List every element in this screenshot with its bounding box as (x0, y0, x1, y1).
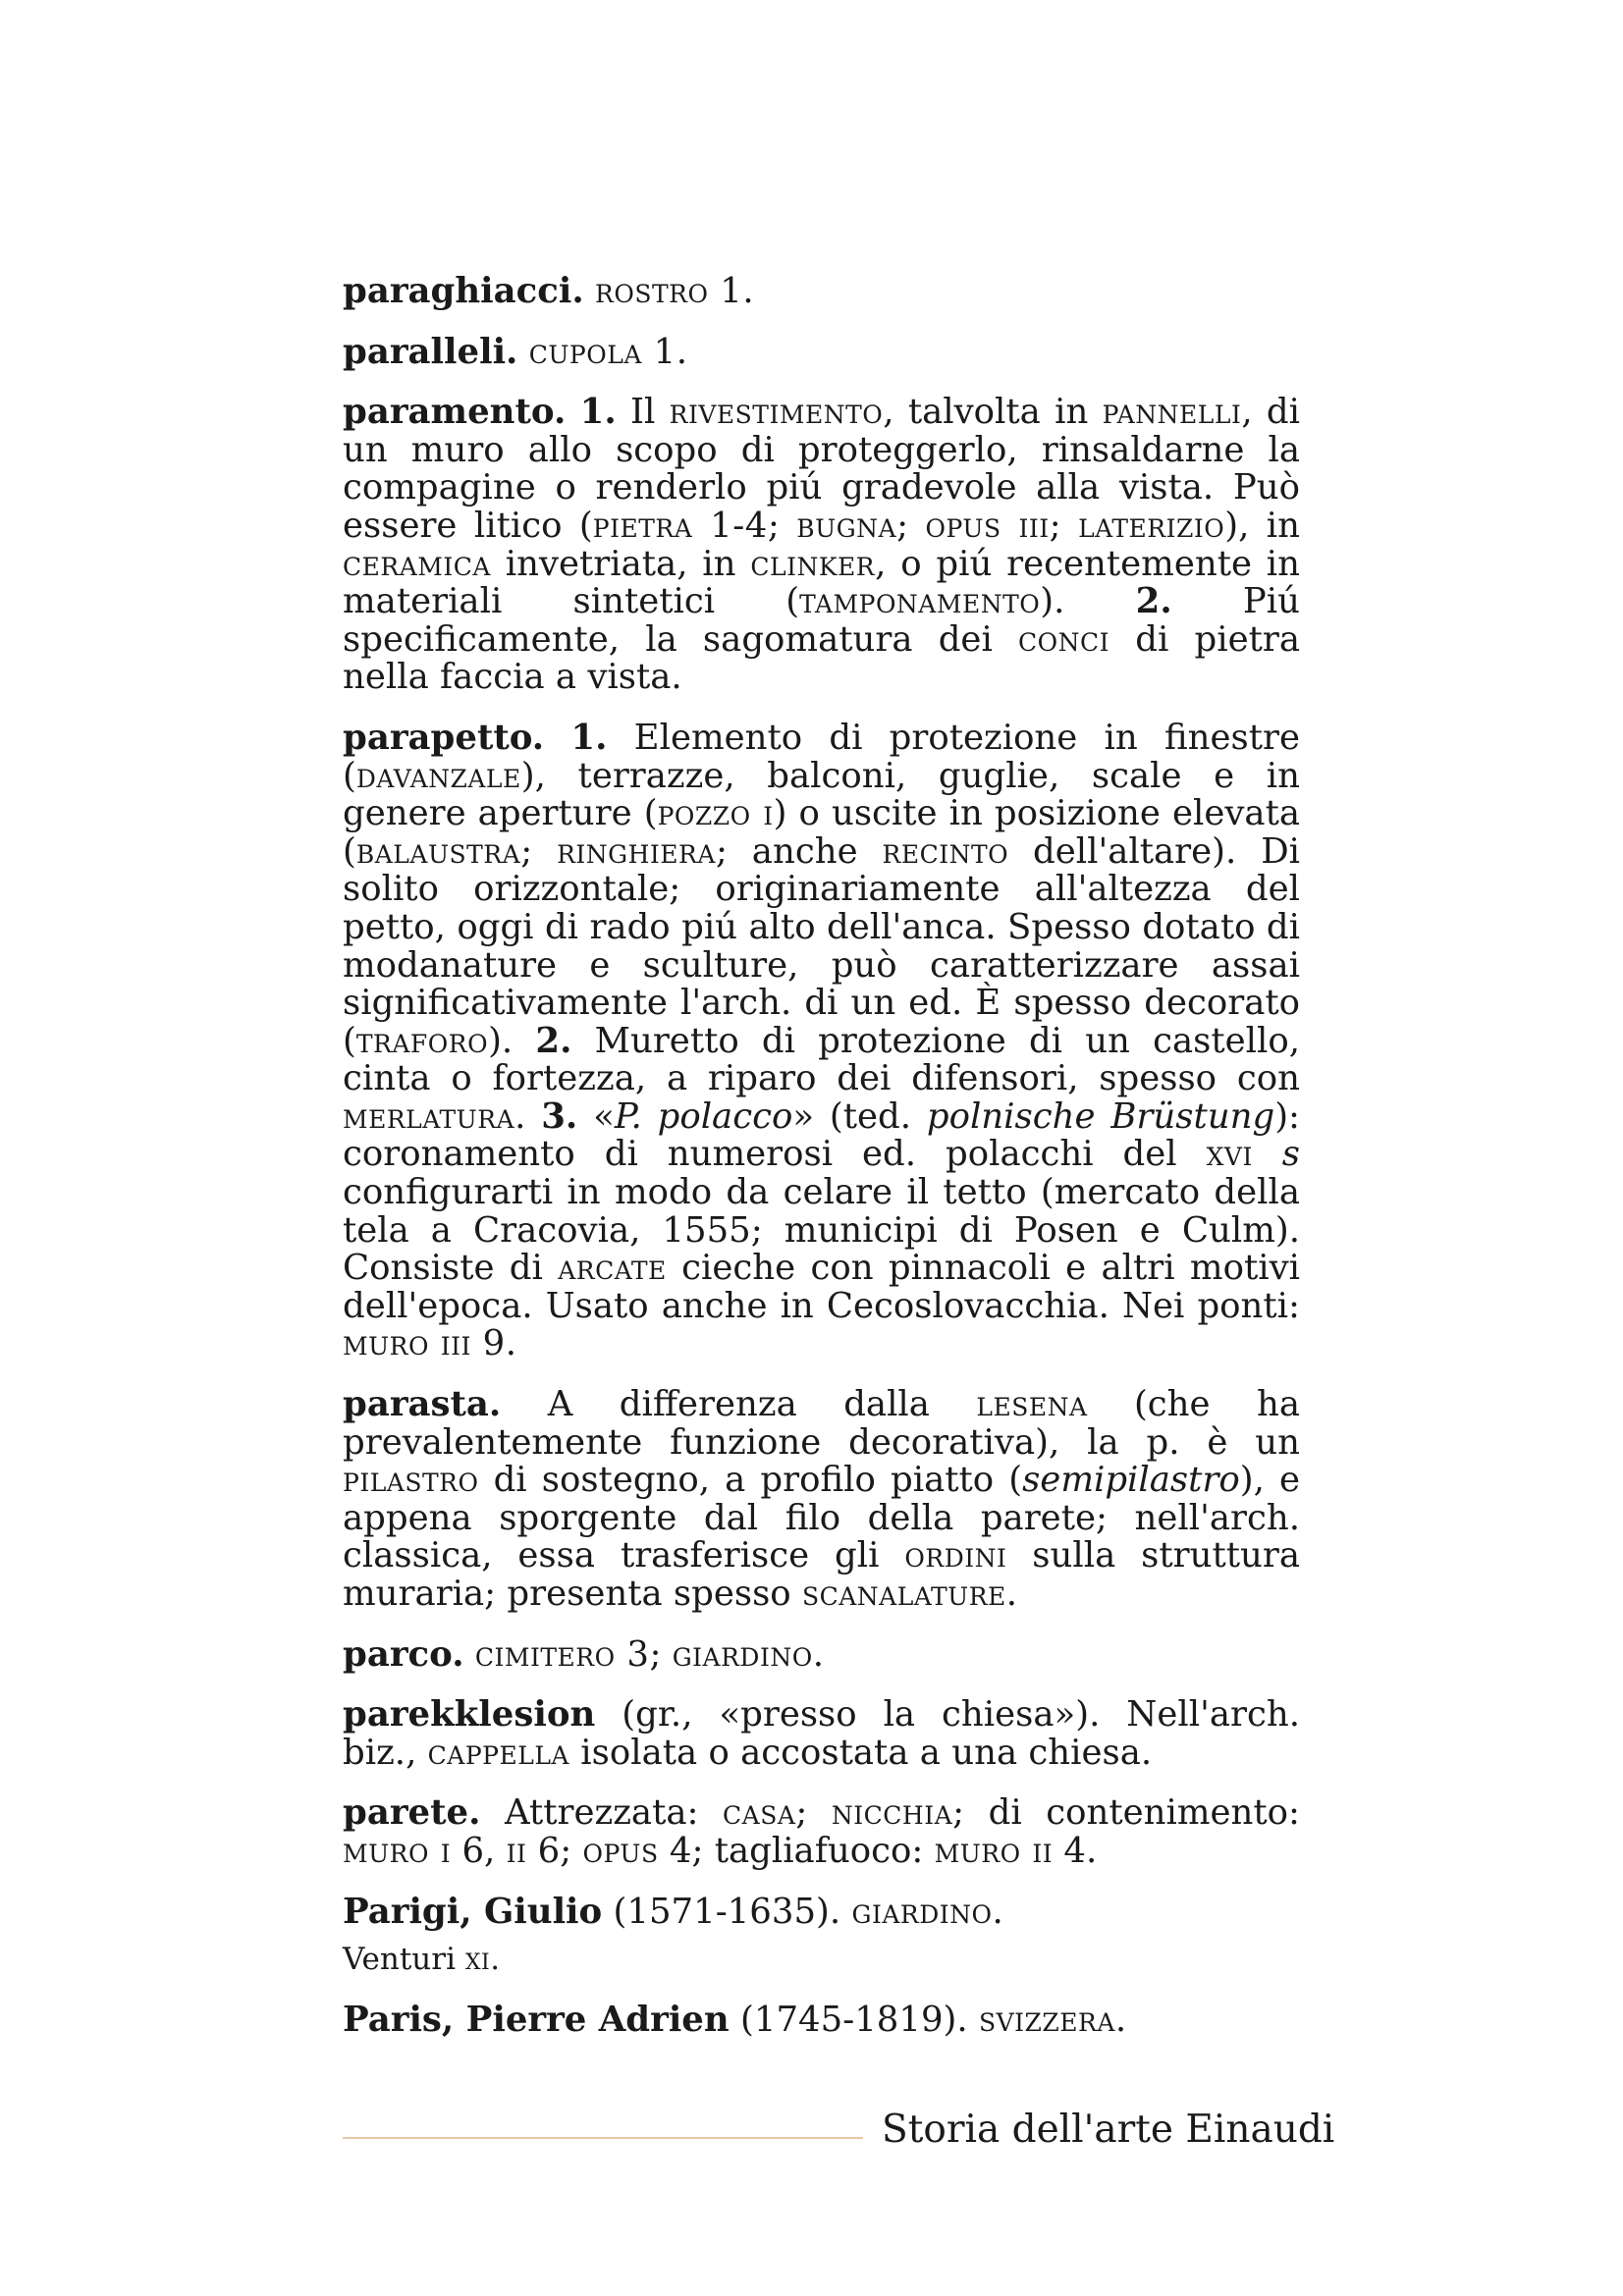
entry-text: ; (896, 505, 926, 546)
entry-text: invetriata, in (490, 543, 751, 584)
entry-head: Paris, Pierre Adrien (343, 1999, 730, 2040)
entry-text: 6, (451, 1830, 507, 1871)
cross-reference: muro ii (934, 1830, 1054, 1871)
entry-head: parete. (343, 1792, 481, 1834)
entry-text: (1571-1635). (602, 1891, 852, 1932)
entry-text: , di un muro allo scopo di proteggerlo, rinsaldarne la compagine o renderlo piú gradevole alla vista. Può essere litico ( (343, 392, 1300, 546)
cross-reference: cupola 1. (528, 331, 688, 372)
entry-text: ): coronamento di numerosi ed. polacchi del (343, 1095, 1300, 1175)
cross-reference: ringhiera (557, 830, 716, 872)
entry-text: dell'altare). Di solito orizzontale; originariamente all'altezza del petto, oggi di rado piú alto dell'anca. Spesso dotato di modanature e sculture, può caratterizzare assai significativamente l'arch. di un ed. È spesso decorato ( (343, 830, 1301, 1061)
dictionary-column (343, 273, 1300, 2039)
italic-term: P. polacco (614, 1095, 793, 1137)
cross-reference: lesena (976, 1384, 1088, 1425)
cross-reference: giardino (851, 1891, 993, 1932)
entry-parete (343, 1794, 1300, 1870)
cross-reference: davanzale (355, 755, 521, 796)
entry-text: ; (649, 1633, 673, 1675)
cross-reference: nicchia (831, 1792, 953, 1834)
cross-reference: opus (582, 1830, 659, 1871)
cross-reference: rivestimento (669, 392, 884, 433)
entry-text: Elemento di protezione in finestre ( (343, 717, 1300, 796)
cross-reference: clinker (750, 543, 876, 584)
sense-number: 2. (1135, 581, 1172, 622)
cross-reference: conci (1018, 618, 1110, 660)
entry-parigi (343, 1891, 1300, 1932)
entry-text: ; (520, 830, 558, 872)
cross-reference: ii (506, 1830, 527, 1871)
cross-reference: recinto (882, 830, 1009, 872)
entry-head: parco. (343, 1633, 464, 1675)
entry-text: cieche con pinnacoli e altri motivi dell'epoca. Usato anche in Cecoslovacchia. Nei ponti: (343, 1248, 1300, 1326)
entry-text: . (490, 1942, 501, 1978)
cross-reference: muro iii 9 (343, 1323, 506, 1364)
footer-title: Storia dell'arte Einaudi (882, 2108, 1335, 2152)
cross-reference: merlatura (343, 1095, 515, 1137)
cross-reference: opus iii (925, 505, 1050, 546)
entry-text: ), e appena sporgente dal filo della parete; nell'arch. classica, essa trasferisce gli (343, 1460, 1301, 1576)
cross-reference: traforo (355, 1020, 489, 1061)
entry-text: ). (488, 1020, 536, 1061)
entry-parekklesion (343, 1696, 1300, 1772)
entry-text: . (1005, 1574, 1018, 1614)
entry-parco (343, 1633, 1300, 1675)
cross-reference: arcate (558, 1248, 667, 1289)
cross-reference: tamponamento (799, 581, 1041, 622)
entry-text: . (505, 1323, 517, 1364)
entry-text (1253, 1134, 1282, 1174)
entry-paris (343, 1999, 1300, 2040)
cross-reference: svizzera (978, 1999, 1115, 2040)
entry-text: di pietra nella faccia a vista. (343, 618, 1300, 698)
entry-text: configurarti in modo da celare il tetto (mercato della tela a Cracovia, 1555; municipi di Posen e Culm). Consiste di (343, 1172, 1300, 1289)
cross-reference: cappella (427, 1732, 569, 1773)
entry-text: Il (616, 392, 670, 433)
entry-text (464, 1634, 475, 1675)
entry-text: ; anche (715, 830, 883, 872)
entry-text: ; di contenimento: (952, 1792, 1301, 1834)
entry-text: « (577, 1095, 615, 1137)
cross-reference: muro i (343, 1830, 452, 1871)
entry-text: . (992, 1891, 1003, 1932)
cross-reference: pozzo i (657, 793, 774, 834)
italic-term: polnische Brüstung (926, 1095, 1275, 1137)
entry-text: . (1114, 1999, 1127, 2040)
entry-text: ; (795, 1792, 832, 1834)
cross-reference: ordini (904, 1535, 1007, 1576)
cross-reference: xvi (1206, 1134, 1253, 1175)
sense-number: 2. (535, 1020, 572, 1061)
entry-text: isolata o accostata a una chiesa. (568, 1732, 1153, 1773)
entry-paraghiacci (343, 273, 1300, 311)
entry-head: parekklesion (343, 1694, 596, 1735)
entry-text: . (812, 1633, 825, 1675)
entry-paramento (343, 394, 1300, 697)
cross-reference: balaustra (355, 830, 521, 872)
entry-text: 6; (526, 1830, 583, 1871)
italic-term: s (1281, 1134, 1300, 1175)
entry-text: Muretto di protezione di un castello, cinta o fortezza, a riparo dei difensori, spesso con (343, 1020, 1300, 1099)
entry-parasta (343, 1386, 1300, 1614)
cross-reference: rostro 1. (595, 271, 755, 311)
entry-head: paralleli. (343, 331, 518, 372)
entry-paralleli (343, 331, 1300, 372)
cross-reference: xi (464, 1942, 491, 1978)
cross-reference: giardino (672, 1633, 813, 1675)
cross-reference: casa (723, 1792, 796, 1834)
sense-number: 3. (541, 1095, 578, 1137)
entry-head: paramento. (343, 392, 567, 433)
entry-head: paraghiacci. (343, 271, 584, 311)
cross-reference: ceramica (343, 543, 491, 584)
cross-reference: bugna (796, 505, 897, 546)
sense-number: 1. (579, 392, 617, 433)
footer-rule (343, 2137, 863, 2139)
sense-number: 1. (570, 717, 608, 758)
entry-text: (gr., «presso la chiesa»). Nell'arch. biz., (343, 1694, 1300, 1773)
cross-reference: scanalature (801, 1574, 1006, 1614)
cross-reference: pannelli (1102, 392, 1242, 433)
entry-text: ), terrazze, balconi, guglie, scale e in genere aperture ( (343, 755, 1300, 834)
entry-text: (che ha prevalentemente funzione decorativa), la p. è un (343, 1384, 1300, 1463)
entry-text: (1745-1819). (729, 1999, 979, 2040)
entry-text: ; (767, 505, 797, 546)
entry-text: . (514, 1095, 542, 1137)
cross-reference: pietra 1-4 (592, 505, 768, 546)
entry-text: ). (1040, 581, 1136, 622)
entry-text: , o piú recentemente in materiali sintetici ( (343, 543, 1300, 622)
entry-head: parapetto. (343, 717, 545, 758)
entry-text: 4; tagliafuoco: (658, 1830, 935, 1871)
entry-text: Venturi (343, 1942, 465, 1978)
entry-text: 4. (1053, 1830, 1098, 1871)
cross-reference: pilastro (343, 1460, 479, 1501)
entry-text: sulla struttura muraria; presenta spesso (343, 1535, 1301, 1614)
entry-text: ) o uscite in posizione elevata ( (343, 793, 1301, 872)
entry-text: ), in (1224, 505, 1301, 546)
entry-text: ; (1049, 505, 1079, 546)
bibliography-venturi (343, 1941, 1300, 1979)
entry-head: parasta. (343, 1384, 502, 1425)
entry-text: di sostegno, a profilo piatto ( (478, 1460, 1023, 1501)
entry-text: , talvolta in (883, 392, 1103, 433)
entry-text: » (ted. (792, 1095, 927, 1137)
entry-text: Piú specificamente, la sagomatura dei (343, 581, 1301, 660)
entry-text: A differenza dalla (501, 1384, 977, 1425)
cross-reference: laterizio (1078, 505, 1225, 546)
cross-reference: cimitero 3 (474, 1633, 650, 1675)
italic-term: semipilastro (1022, 1460, 1240, 1501)
entry-parapetto (343, 717, 1301, 1364)
entry-head: Parigi, Giulio (343, 1891, 603, 1932)
entry-text: Attrezzata: (480, 1792, 724, 1834)
